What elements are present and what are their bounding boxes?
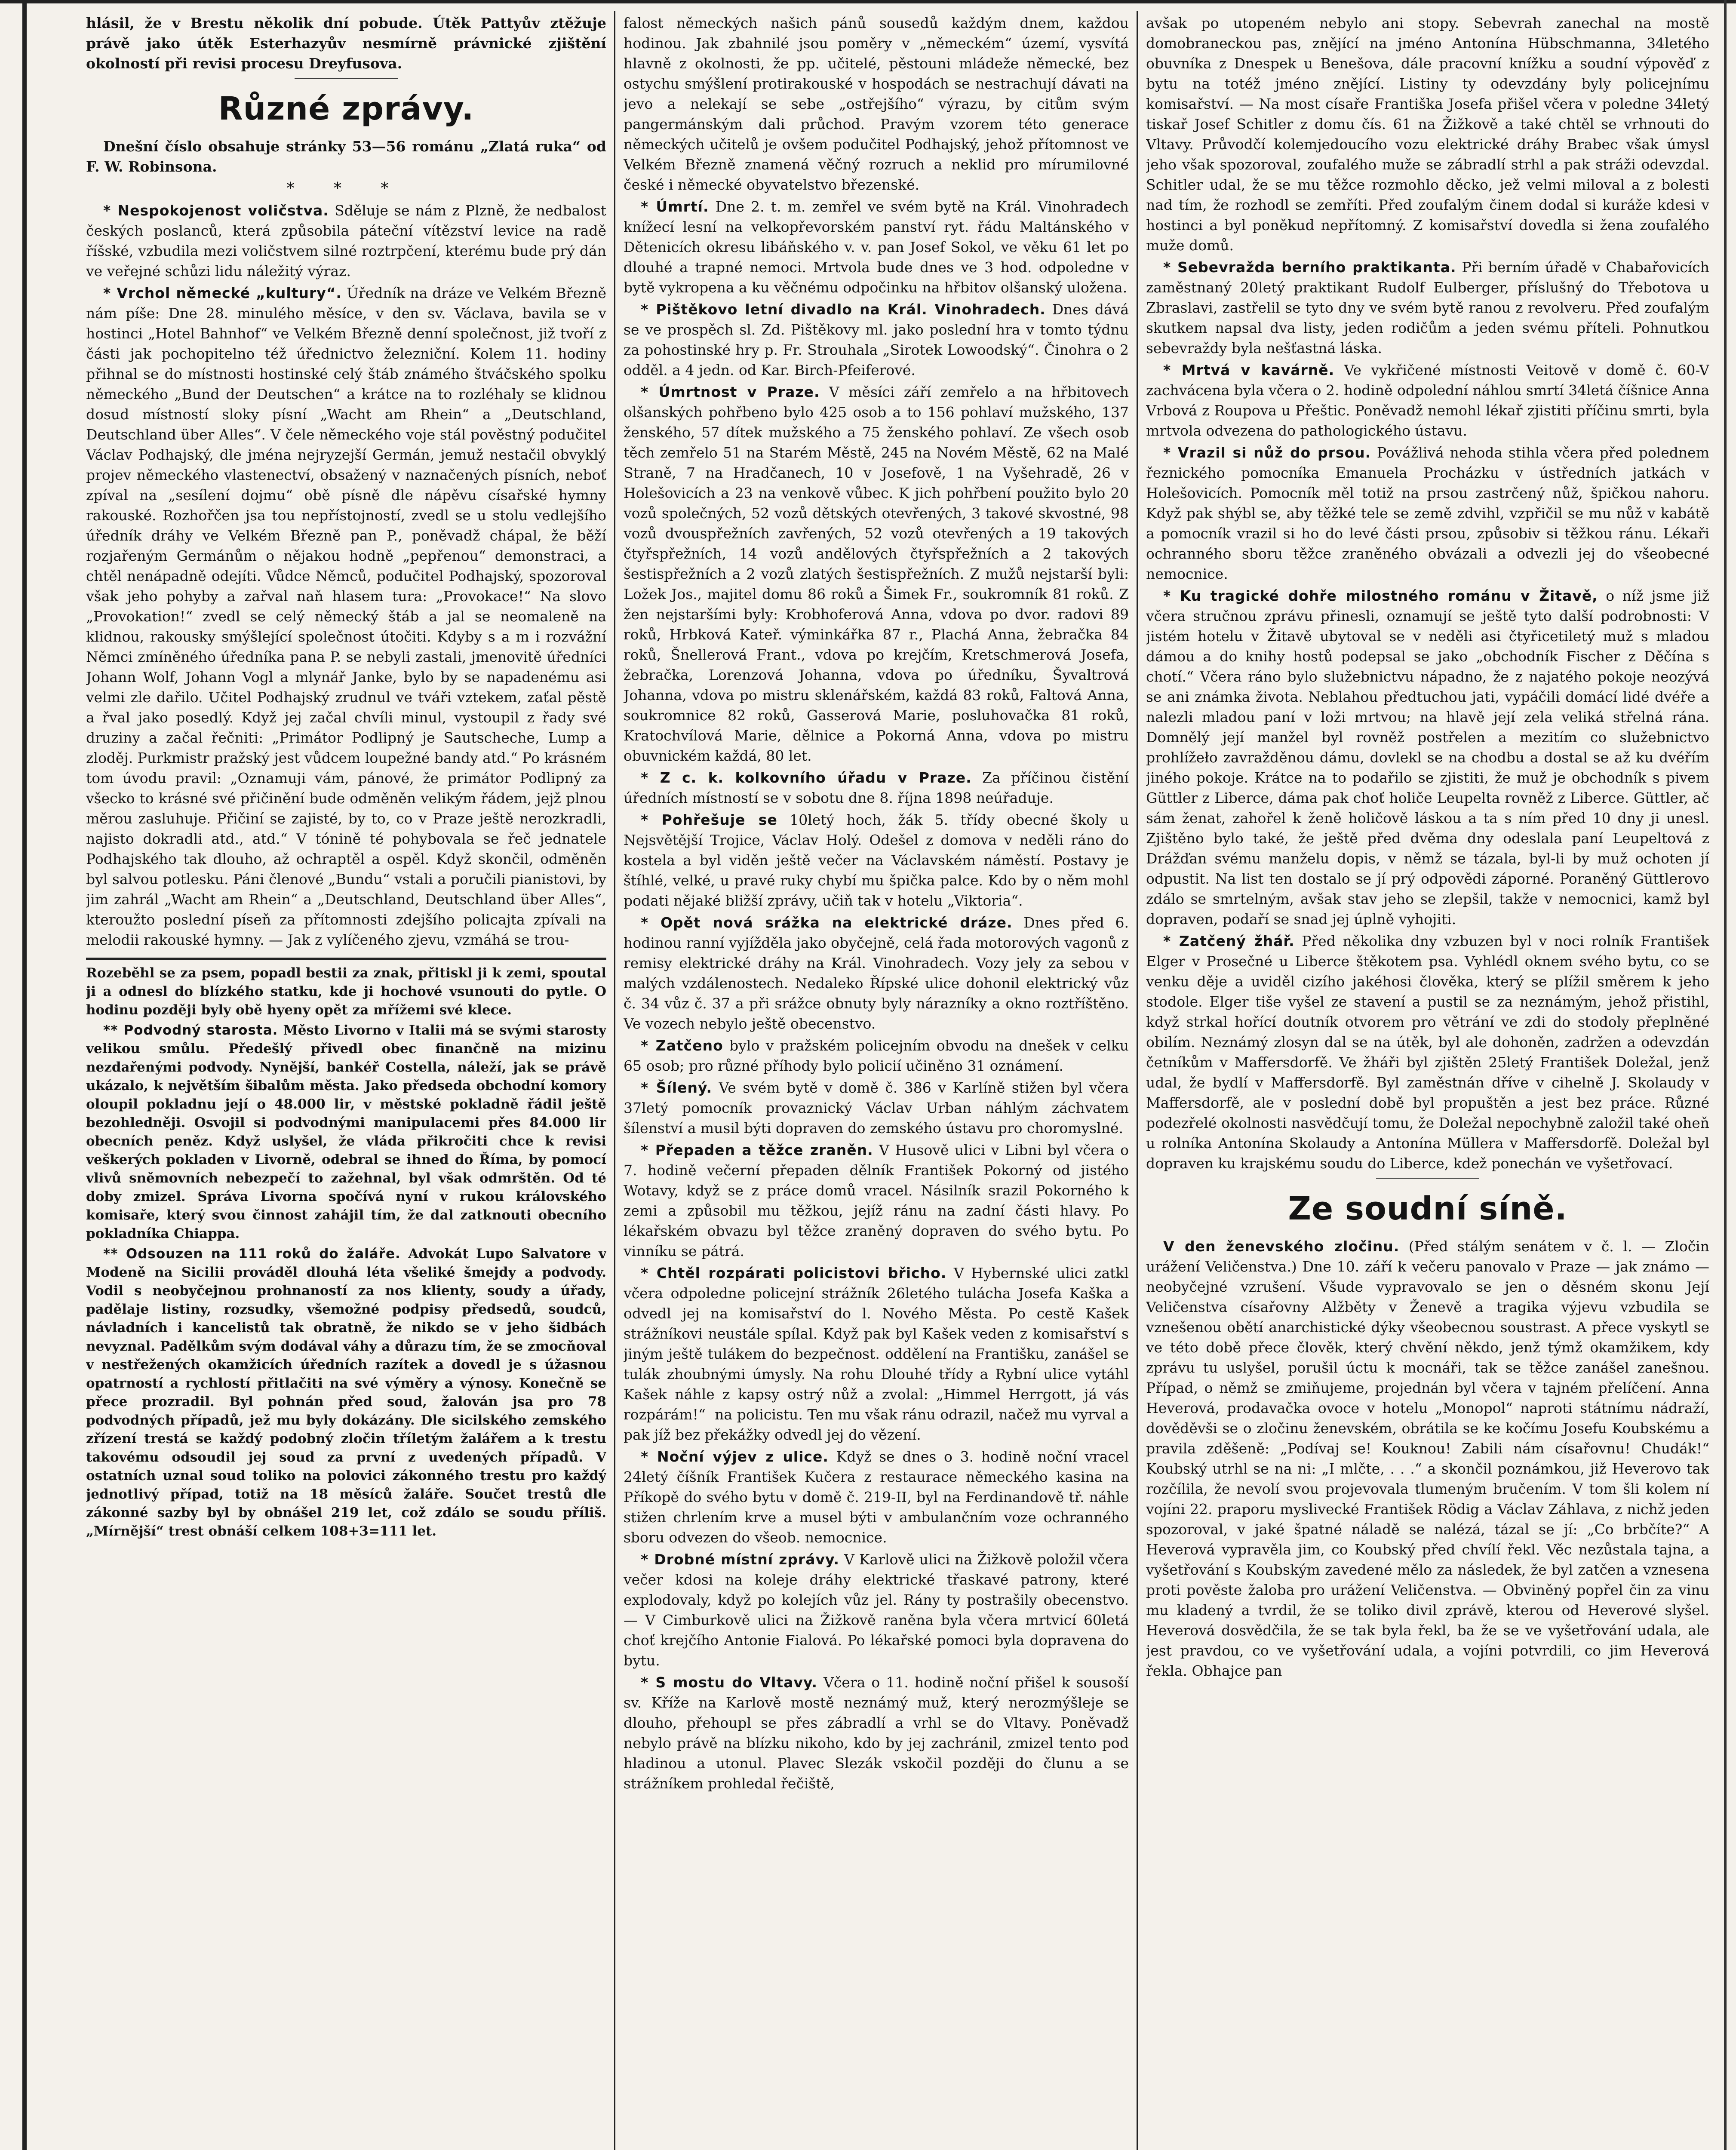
news-headline: * Sebevražda berního praktikanta.: [1163, 259, 1456, 276]
news-item: [1146, 1236, 1709, 1681]
news-text: Dnes dává se ve prospěch sl. Zd. Pištěkovy ml. jako poslední hra v tomto týdnu za pohostinské hry p. Fr. Strouhala „Sirotek Lowoodský“. Činohra o 2 odděl. a 4 jedn. od Kar. Birch-Pfeiferové.: [624, 301, 1129, 378]
news-text: Sděluje se nám z Plzně, že nedbalost českých poslanců, která způsobila páteční vítězství levice na radě říšské, vzbudila mezi voličstvem silné roztrpčení, kterému bude prý dán ve veřejné schůzi lidu náležitý výraz.: [86, 202, 606, 280]
column-2: [624, 13, 1129, 2150]
section-title: Ze soudní síně.: [1288, 1190, 1567, 1227]
news-item: [624, 912, 1129, 1034]
news-text: Při berním úřadě v Chabařovicích zaměstnaný 20letý praktikant Rudolf Eulberger, příslušný do Třebotova u Zbraslavi, zastřelil se tyto dny ve svém bytě ranou z revolveru. Před zoufalým skutkem napsal dva listy, jeden rodičům a jeden svému příteli. Pohnutkou sebevraždy byla nešťastná láska.: [1146, 259, 1709, 356]
intro-note: Dnešní číslo obsahuje stránky 53—56 románu „Zlatá ruka“ od F. W. Robinsona.: [86, 138, 606, 175]
news-item: [624, 299, 1129, 380]
news-item: [624, 1447, 1129, 1548]
news-item: [86, 200, 606, 281]
news-text: Advokát Lupo Salvatore v Modeně na Sicilii prováděl dlouhá léta všeliké šmejdy a podvody. Vodil s neobyčejnou prohnaností za nos klienty, soudy a úřady, padělaje listiny, rozsudky, všemožné podpisy předsedů, soudců, návladních i kancelistů tak obratně, že nikdo se v jeho šidbách nevyznal. Padělkům svým dodával váhy a důrazu tím, že se zmocňoval v nestřežených okamžicích úředních razítek a dovedl je s úžasnou opatrností a rychlostí přitlačiti na své výměry a výnosy. Konečně se přece prozradil. Byl pohnán před soud, žalován jsa pro 78 podvodných případů, jež mu byly dokázány. Dle sicilského zemského zřízení trestá se každý podobný zločin tříletým žalářem a k trestu takovému odsoudil jej soud za první z uvedených případů. V ostatních uznal soud toliko na polovici zákonného trestu pro každý jednotlivý případ, totiž na 18 měsíců žaláře. Součet trestů dle zákonné sazby byl by obnášel 219 let, což zdálo se soudu příliš. „Mírnější“ trest obnáší celkem 108+3=111 let.: [86, 1246, 606, 1539]
news-item: [624, 1672, 1129, 1794]
news-item: [624, 1263, 1129, 1445]
news-headline: * Pohřešuje se: [641, 811, 777, 828]
news-text: Úředník na dráze ve Velkém Březně nám píše: Dne 28. minulého měsíce, v den sv. Václava, bavila se v hostinci „Hotel Bahnhof“ ve Velkém Březně denní společnost, již tvoří z části jak pochopitelno též úřednictvo železniční. Kolem 11. hodiny přihnal se do místnosti hostinské celý štáb známého štváčského spolku německého „Bund der Deutschen“ a krátce na to rozléhaly se klidnou dosud místností sloky písní „Wacht am Rhein“ a „Deutschland, Deutschland über Alles“. V čele německého voje stál pověstný podučitel Václav Podhajský, dle jména nejryzejší Germán, jemuž nestačil obvyklý projev německého vlastenectví, obsažený v naznačených písních, neboť zpíval na „sesílení dojmu“ obě písně dle nápěvu císařské hymny rakouské. Rozhořčen jsa tou nepřístojností, zvedl se u stolu vedlejšího úředník dráhy ve Velkém Březně pan P., poněvadž chápal, že běží rozjařeným Germánům o nějakou hodně „pepřenou“ demonstraci, a chtěl nenápadně odejíti. Vůdce Němců, podučitel Podhajský, spozoroval však jeho pohyby a zařval naň hlasem tura: „Provokace!“ Na slovo „Provokation!“ zvedl se celý německý štáb a jal se neomaleně na klidnou, rakousky smýšlející společnost útočiti. Kdyby s a m i rozvážní Němci zmíněného úředníka pana P. se nebyli zastali, jmenovitě úředníci Johann Wolf, Johann Vogl a mlynář Janke, bylo by se napadenému asi velmi zle dařilo. Učitel Podhajský zrudnul ve tváři vztekem, zaťal pěstě a řval jako posedlý. Když jej začal chvíli minul, vystoupil z řady své druziny a začal řečniti: „Primátor Podlipný je Sautscheche, Lump a zloděj. Purkmistr pražský jest vůdcem loupežné bandy atd.“ Po krásném tom úvodu pravil: „Oznamuji vám, pánové, že primátor Podlipný za všecko to krásné své přičinění bude odměněn velikým řádem, jejž plnou měrou zasluhuje. Přičiní se zajisté, by to, co v Praze ještě nerozkradli, najisto dokradli atd., atd.“ V tónině té pohybovala se řeč jednatele Podhajského tak dlouho, až ochraptěl a ospěl. Když skončil, odměněn byl salvou potlesku. Páni členové „Bundu“ vstali a poručili pianistovi, by jim zahrál „Wacht am Rhein“ a „Deutschland, Deutschland über Alles“, kteroužto poslední píseň za přítomnosti zdejšího policajta zpívali na melodii rakouské hymny. — Jak z vylíčeného zjevu, vzmáhá se trou-: [86, 285, 606, 948]
news-item: [624, 810, 1129, 911]
news-item: [86, 283, 606, 950]
news-headline: ** Podvodný starosta.: [103, 1023, 278, 1038]
news-item: [624, 768, 1129, 808]
news-item: [86, 1245, 606, 1541]
divider: [1376, 1178, 1479, 1179]
news-headline: * Úmrtí.: [641, 198, 709, 215]
column-3: [1146, 13, 1709, 2150]
news-item: [624, 197, 1129, 298]
news-text: Ve svém bytě v domě č. 386 v Karlíně stižen byl včera 37letý pomocník provaznický Václav Urban náhlým záchvatem šílenství a musil býti dopraven do zemského ústavu pro choromyslné.: [624, 1079, 1129, 1136]
news-text: Před několika dny vzbuzen byl v noci rolník František Elger v Prosečné u Liberce štěkotem psa. Vyhlédl oknem svého bytu, co se venku děje a uviděl cizího jakéhosi člověka, který se plížil směrem k jeho stodole. Elger tiše vyšel ze stavení a pustil se za neznámým, jehož přistihl, když strkal hořící doutník otvorem pro větrání ve zdi do stodoly přeplněné obilím. Neznámý zlosyn dal se na útěk, byl ale dohoněn, zadržen a odevzdán četníkům v Maffersdorfě. Ve žháři byl zjištěn 25letý František Doležal, jenž udal, že bydlí v Maffersdorfě. Byl zaměstnán dříve v cihelně J. Skolaudy v Maffersdorfě, ale v poslední době byl propuštěn a jest bez práce. Různé podezřelé okolnosti nasvědčují tomu, že Doležal nepochybně založil také oheň u rolníka Antonína Skolaudy a Antonína Müllera v Maffersdorfě. Doležal byl dopraven ku krajskému soudu do Liberce, kdež ponechán ve vyšetřovací.: [1146, 933, 1709, 1172]
divider: [86, 958, 606, 960]
news-text: Dne 2. t. m. zemřel ve svém bytě na Král. Vinohradech knížecí lesní na velkopřevorském panství ryt. řádu Maltánského v Dětenicích okresu libáňského v. v. pan Josef Sokol, ve věku 61 let po dlouhé a trapné nemoci. Mrtvola bude dnes ve 3 hod. odpoledne v bytě vykropena a ku věčnému odpočinku na hřbitov olšanský uložena.: [624, 198, 1129, 296]
news-item: [624, 1078, 1129, 1138]
news-text: V Hybernské ulici zatkl včera odpoledne policejní strážník 26letého tulácha Josefa Kaška a odvedl jej na komisařství do l. Nového Města. Po cestě Kašek strážníkovi neustále spílal. Když pak byl Kašek veden z komisařství s jiným ještě tulákem do bezpečnost. oddělení na Františku, zanášel se tulák zhoubnými úmysly. Na rohu Dlouhé třídy a Rybní ulice vytáhl Kašek náhle z kapsy ostrý nůž a zvolal: „Himmel Herrgott, já vás rozpárám!“ na policistu. Ten mu však ránu odrazil, načež mu vyrval a pak jíž bez překážky odvedl jej do vězení.: [624, 1265, 1129, 1443]
news-headline: V den ženevského zločinu.: [1163, 1238, 1400, 1255]
news-headline: * Z c. k. kolkovního úřadu v Praze.: [641, 769, 972, 786]
news-text: 10letý hoch, žák 5. třídy obecné školy u Nejsvětější Trojice, Václav Holý. Odešel z domova v neděli ráno do kostela a byl viděn ještě večer na Václavském náměstí. Postavy je štíhlé, velké, u pravé ruky chybí mu špička palce. Kdo by o něm mohl podati nějaké bližší zprávy, učiň tak v hotelu „Viktoria“.: [624, 811, 1129, 909]
section-title: Různé zprávy.: [218, 90, 474, 127]
news-headline: * Nespokojenost voličstva.: [103, 202, 329, 219]
column-1: [86, 13, 606, 2150]
news-text: Město Livorno v Italii má se svými starosty velikou smůlu. Předešlý přivedl obec finančně na mizinu nezdařenými podvody. Nynější, bankéř Costella, náleží, jak se právě ukázalo, k největším šibalům města. Jako předseda obchodní komory oloupil pokladnu její o 48.000 lir, v městské pokladně řádil ještě bezohledněji. Osvojil si podvodnými manipulacemi přes 84.000 lir obecních peněz. Když uslyšel, že vláda přikročiti chce k revisi veškerých pokladen v Livorně, odebral se ihned do Říma, by pomocí vlivů sněmovních nebezpečí to zažehnal, byl však odmrštěn. Od té doby zmizel. Správa Livorna spočívá nyní v rukou královského komisaře, který svou činnost zahájil tím, že dal zatknouti obecního pokladníka Chiappa.: [86, 1023, 606, 1241]
news-item: [624, 1035, 1129, 1076]
article-continuation: falost německých našich pánů sousedů každým dnem, každou hodinou. Jak zbahnilé jsou poměry v „německém“ území, vysvítá hlavně z okolnosti, že pp. učitelé, pěstouni mládeže německé, bez ostychu smýšlení protirakouské v hospodách se nestrachují dávati na jevo a nelekají se sebe „ostřejšího“ výrazu, by citům svým pangermánským dali průchod. Pravým vzorem této generace německých učitelů je ovšem podučitel Podhajský, jehož přítomnost ve Velkém Březně znamená věčný rozruch a neklid pro mírumilovné české i německé obyvatelstvo březenské.: [624, 15, 1129, 193]
news-item: [624, 382, 1129, 766]
news-headline: * Chtěl rozpárati policistovi břicho.: [641, 1265, 947, 1281]
news-headline: * Úmrtnost v Praze.: [641, 384, 820, 400]
news-headline: * Vrchol německé „kultury“.: [103, 285, 342, 301]
news-text: Ve vykřičené místnosti Veitově v domě č. 60-V zachvácena byla včera o 2. hodině odpolední náhlou smrtí 34letá číšnice Anna Vrbová z Roupova u Přeštic. Poněvadž nemohl lékař zjistiti příčinu smrti, byla mrtvola odvezena do pathologického ústavu.: [1146, 362, 1709, 439]
news-headline: * Pištěkovo letní divadlo na Král. Vinohradech.: [641, 301, 1046, 318]
article-continuation: avšak po utopeném nebylo ani stopy. Sebevrah zanechal na mostě domobraneckou pas, znějící na jméno Antonína Hübschmanna, 34letého obuvníka z Dnespek u Benešova, dále pracovní knížku a soudní výpověď z bytu na totéž jméno znějící. Listiny ty odevzdány byly policejnímu komisařství. — Na most císaře Františka Josefa přišel včera v poledne 34letý tiskař Josef Schitler z domu čís. 61 na Žižkově a také chtěl se vrhnouti do Vltavy. Průvodčí kolemjedoucího vozu elektrické dráhy Brabec však úmysl jeho však spozoroval, zoufalého muže se zábradlí strhl a pak stráži odevzdal. Schitler udal, že se mu těžce rozmohlo děcko, jež velmi miloval a z bolesti nad tím, že rozhodl se zemříti. Před zoufalým činem dodal si kuráže kdesi v hostinci a byl poněkud nepřítomný. Z komisařství dovedla si žena zoufalého muže domů.: [1146, 15, 1709, 254]
news-text: Za příčinou čistění úředních místností se v sobotu dne 8. října 1898 neúřaduje.: [624, 769, 1129, 806]
news-item: [1146, 586, 1709, 929]
news-text: Povážlivá nehoda stihla včera před polednem řeznického pomocníka Emanuela Procházku v ústředních jatkách v Holešovicích. Pomocník měl totiž na prsou zastrčený nůž, špičkou nahoru. Když pak shýbl se, aby těžké tele se země zdvihl, vzpřičil se mu nůž v kabátě a pomocník vrazil si ho do levé části prsou, způsobiv si těžkou ránu. Lékaři ochranného sboru těžce zraněného obvázali a odvezli jej do všeobecné nemocnice.: [1146, 444, 1709, 582]
news-text: Rozeběhl se za psem, popadl bestii za znak, přitiskl ji k zemi, spoutal ji a odnesl do blízkého statku, kde ji hochové vsunouti do pytle. O hodinu později byly obě hyeny opět za mřížemi své klece.: [86, 965, 606, 1018]
news-headline: * Opět nová srážka na elektrické dráze.: [641, 914, 1013, 931]
news-headline: * Šílený.: [641, 1079, 712, 1096]
news-text: o níž jsme již včera stručnou zprávu přinesli, oznamují se ještě tyto další podrobnosti: V jistém hotelu v Žitavě ubytoval se v neděli asi čtyřicetiletý muž s mladou dámou a do knihy hostů podepsal se jako „obchodník Fischer z Děčína s chotí.“ Včera ráno bylo služebnictvu nápadno, že z najatého pokoje neozývá se ani známka života. Neblahou předtuchou jati, vypáčili domácí lidé dvéře a nalezli mladou paní v loži mrtvou; na hlavě její zela veliká střelná rána. Domnělý její manžel byl rovněž postřelen a mezitím co služebnictvo prohlížeło zavražděnou dámu, dovlekl se na chodbu a dostal se až ku dvéřím jiného pokoje. Krátce na to podařilo se zjistiti, že muž je obchodník s pivem Güttler z Liberce, dáma pak choť holiče Leupelta rovněž z Liberce. Güttler, ač sám ženat, zahořel k ženě holičově láskou a ta s ním před 10 dny ji unesl. Zjištěno bylo také, že ještě před dvěma dny odeslala paní Leupeltová z Drážďan svému manželu dopis, v němž se tázala, byl-li by muž ochoten jí odpustit. Na list ten dostalo se jí prý odpovědi záporné. Poraněný Güttlerovo zdálo se smrtelným, avšak stav jeho se zlepšil, takže v nemocnici, kamž byl dopraven, podaří se snad jej úplně vyhojiti.: [1146, 587, 1709, 928]
news-headline: * Zatčený žhář.: [1163, 933, 1295, 949]
column-rule-2: [1137, 11, 1138, 2150]
news-headline: * Mrtvá v kavárně.: [1163, 362, 1335, 378]
news-text: V měsíci září zemřelo a na hřbitovech olšanských pohřbeno bylo 425 osob a to 156 pohlaví mužského, 137 ženského, 57 dítek mužského a 75 ženského pohlaví. Ze všech osob těch zemřelo 51 na Starém Městě, 245 na Novém Městě, 62 na Malé Straně, 7 na Hradčanech, 10 v Josefově, 1 na Vyšehradě, 26 v Holešovicích a 23 na venkově vůbec. K jich pohřbení použito bylo 20 vozů společných, 52 vozů dětských otevřených, 3 takové skvostné, 98 vozů dvouspřežních zavřených, 52 vozů otevřených a 19 takových čtyřspřežních, 14 vozů andělových čtyřspřežních a 2 takových šestispřežních a 2 vozů zlatých šestispřežních. Z mužů nejstarší byli: Ložek Jos., majitel domu 86 roků a Šimek Fr., soukromník 81 roků. Z žen nejstaršími byly: Krobhoferová Anna, vdova po dvor. radovi 89 roků, Hrbková Kateř. výminkářka 87 r., Plachá Anna, žebračka 84 roků, Šnellerová Frant., vdova po krejčím, Kretschmerová Josefa, žebračka, Lorenzová Johanna, vdova po úředníku, Šyvaltrová Johanna, vdova po mistru sklenářském, každá 83 roků, Faltová Anna, soukromnice 82 roků, Gasserová Marie, posluhovačka 81 roků, Kratochvílová Marie, dělnice a Pokorná Anna, vdova po mistru obuvnickém každá, 80 let.: [624, 384, 1129, 764]
news-text: V Karlově ulici na Žižkově položil včera večer kdosi na koleje dráhy elektrické třaskavé patrony, které explodovaly, když po kolejích vůz jel. Rány ty postrašily obecenstvo. — V Cimburkově ulici na Žižkově raněna byla včera mrtvicí 60letá choť krejčího Antonie Fialová. Po lékařské pomoci byla dopravena do bytu.: [624, 1551, 1129, 1669]
stars-divider: * * *: [286, 180, 406, 197]
news-headline: * Noční výjev z ulice.: [641, 1448, 829, 1465]
page-edge-left: [22, 0, 27, 2150]
page-edge-top: [0, 0, 1736, 3]
news-text: Když se dnes o 3. hodině noční vracel 24letý číšník František Kučera z restaurace německého kasina na Příkopě do svého bytu v domě č. 219-II, byl na Ferdinandově tř. náhle stižen chrlením krve a musel býti v ambulančním voze ochranného sboru odvezen do všeob. nemocnice.: [624, 1448, 1129, 1546]
news-text: V Husově ulici v Libni byl včera o 7. hodině večerní přepaden dělník František Pokorný od jistého Wotavy, když se z práce domů vracel. Násilník srazil Pokorného k zemi a způsobil mu těžkou, jejíž ránu na zadní části hlavy. Po lékařském obvazu byl těžce zraněný dopraven do svého bytu. Po vinníku se pátrá.: [624, 1142, 1129, 1259]
news-item: [1146, 360, 1709, 441]
news-item: [1146, 257, 1709, 358]
news-item: [86, 1021, 606, 1243]
news-item: [1146, 931, 1709, 1173]
column-rule-1: [614, 11, 615, 2150]
news-item: [624, 1549, 1129, 1671]
news-headline: * Vrazil si nůž do prsou.: [1163, 444, 1371, 461]
news-headline: * Zatčeno: [641, 1037, 723, 1054]
news-headline: * S mostu do Vltavy.: [641, 1674, 817, 1691]
news-text: (Před stálým senátem v č. l. — Zločin urážení Veličenstva.) Dne 10. září k večeru panovalo v Praze — jak známo — neobyčejné vzrušení. Všude vypravovalo se jen o děsném skonu Její Veličenstva císařovny Alžběty v Ženevě a tragika výjevu vzbudila se vznešenou obětí anarchistické dýky všeobecnou soustrast. A přece vyskytl se ve této době přece člověk, který chvění někdo, jenž týmž okamžikem, kdy zprávu tu uslyšel, porušil úctu k mocnáři, tak se těžce zanášel zanešnou. Případ, o němž se zmiňujeme, projednán byl včera v tajném přelíčení. Anna Heverová, prodavačka ovoce v hotelu „Monopol“ naproti státnímu nádraží, dověděvši se o zločinu ženevském, obrátila se ke kočímu Josefu Koubskému a pravila zděšeně: „Podívaj se! Kouknou! Zabili nám císařovnu! Chudák!“ Koubský utrhl se na ni: „I mlčte, . . .“ a skončil poznámkou, již Heverovo tak rozčílila, že nevolí svou projevovala tlumeným bručením. V tom šli kolem ní vojíni 22. praporu myslivecké František Rödig a Václav Záhlava, z nichž jeden spozoroval, v jaké špatné náladě se nalézá, tázal se jí: „Co brbčíte?“ A Heverová vypravěla jim, co Koubský před chvílí řekl. Věc nezůstala tajna, a vyšetřování s Koubským zavedené mělo za následek, že byl zatčen a vznesena proti pověste žaloba pro urážení Veličenstva. — Obviněný popřel čin za vinu mu kladený a tvrdil, že se toliko divil zprávě, kterou od Heverové slyšel. Heverová dosvědčila, že se tak byla řekl, ba že se ve vyšetřování udala, ale jest pravdou, co ve vyšetřování udala, a vojíni potvrdili, co jim Heverová řekla. Obhajce pan: [1146, 1238, 1709, 1679]
news-headline: ** Odsouzen na 111 roků do žaláře.: [103, 1246, 401, 1262]
article-continuation: hlásil, že v Brestu několik dní pobude. Útěk Pattyův ztěžuje právě jako útěk Esterhazyův nesmírně právnické zjištění okolností při revisi procesu Dreyfusova.: [86, 15, 606, 72]
divider: [295, 78, 398, 79]
news-text: Dnes před 6. hodinou ranní vyjížděla jako obyčejně, celá řada motorových vagonů z remisy elektrické dráhy na Král. Vinohradech. Vozy jely za sebou v malých vzdálenostech. Nedaleko Řípské ulice dohonil elektrický vůz č. 34 vůz č. 37 a při srážce obnuty byly nárazníky a okno roztříštěno. Ve vozech nebylo ještě obecenstvo.: [624, 914, 1129, 1032]
news-headline: * Ku tragické dohře milostného románu v Žitavě,: [1163, 587, 1598, 604]
news-headline: * Přepaden a těžce zraněn.: [641, 1142, 873, 1158]
news-headline: * Drobné místní zprávy.: [641, 1551, 839, 1568]
news-item: [1146, 442, 1709, 584]
news-text: Včera o 11. hodině noční přišel k sousoší sv. Kříže na Karlově mostě neznámý muž, který nerozmýšleje se dlouho, přehoupl se přes zábradlí a vrhl se do Vltavy. Poněvadž nebylo právě na blízku nikoho, kdo by jej zachránil, zmizel tento pod hladinou a utonul. Plavec Slezák vskočil později do člunu a se strážníkem prohledal řečiště,: [624, 1674, 1129, 1792]
page-edge-right: [1724, 0, 1727, 2150]
news-text: bylo v pražském policejním obvodu na dnešek v celku 65 osob; pro různé příhody bylo policií učiněno 31 oznámení.: [624, 1037, 1129, 1074]
news-item: [624, 1140, 1129, 1261]
